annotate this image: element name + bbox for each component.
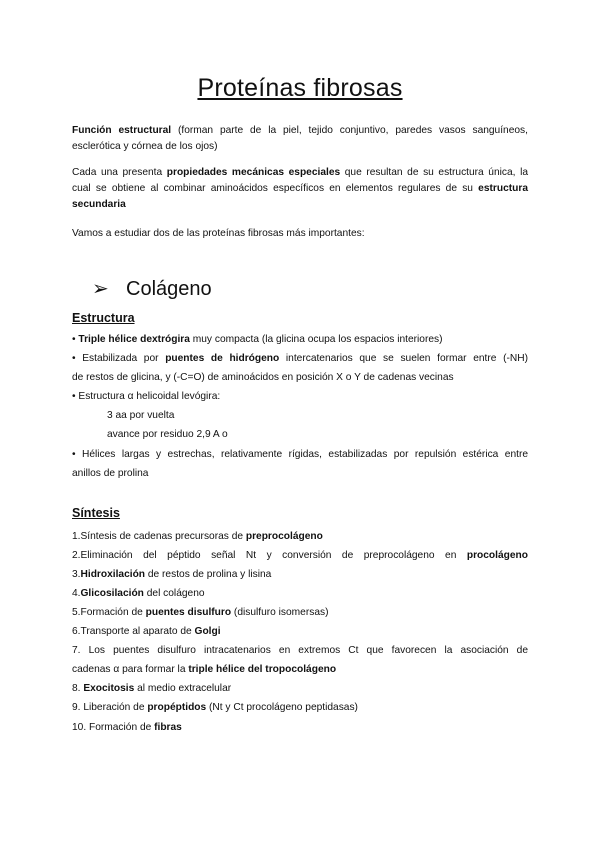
sintesis-step-4 [72,587,528,601]
arrow-bullet-icon: ➢ [92,278,109,300]
text: al medio extracelular [134,683,232,694]
text: 1.Síntesis de cadenas precursoras de [72,531,246,542]
sintesis-step-8 [72,682,528,696]
bold-text: Golgi [194,626,221,637]
intro-paragraph-2 [72,165,528,213]
sintesis-step-6 [72,625,528,639]
sintesis-step-1 [72,530,528,544]
text: 4. [72,588,81,599]
bold-text: triple hélice del tropocolágeno [188,664,337,675]
text: • [72,334,79,345]
bold-text: puentes disulfuro [145,607,232,618]
bullet-triple-helice [72,333,528,347]
text: muy compacta (la glicina ocupa los espacios interiores) [189,334,443,345]
bullet-helices-largas: • Hélices largas y estrechas, relativamente rígidas, estabilizadas por repulsión estérica entre [72,449,528,460]
text: intercatenarios que se suelen formar entre (-NH) [279,353,528,364]
bold-text: Hidroxilación [80,569,146,580]
text: (disulfuro isomersas) [231,607,329,618]
indent-avance-residuo: avance por residuo 2,9 A o [107,429,228,440]
sintesis-step-5 [72,606,528,620]
indent-aa-por-vuelta: 3 aa por vuelta [107,410,175,421]
bold-text: Triple hélice dextrógira [78,334,190,345]
sintesis-step-10 [72,721,528,735]
intro-paragraph-1 [72,123,528,155]
subheading-estructura: Estructura [72,311,135,325]
subheading-sintesis: Síntesis [72,506,120,520]
bold-text: Función estructural [72,125,172,136]
bullet-helices-largas-cont: anillos de prolina [72,468,149,479]
sintesis-step-9 [72,701,528,715]
bold-text: propéptidos [147,702,207,713]
bold-text: puentes de hidrógeno [165,353,280,364]
text: de restos de prolina y lisina [145,569,272,580]
sintesis-step-3 [72,568,528,582]
bold-text: Glicosilación [80,588,144,599]
text: Cada una presenta [72,167,167,178]
text: 2.Eliminación del péptido señal Nt y conversión de preprocolágeno en [72,550,467,561]
text: 9. Liberación de [72,702,148,713]
text: • Estabilizada por [72,353,166,364]
bold-text: procolágeno [466,550,528,561]
section-heading-colageno [92,277,212,301]
sintesis-step-2 [72,549,528,563]
text: cadenas α para formar la [72,664,189,675]
sintesis-step-7: 7. Los puentes disulfuro intracatenarios en extremos Ct que favorecen la asociación de [72,645,528,656]
bold-text: Exocitosis [83,683,135,694]
bold-text: preprocolágeno [245,531,323,542]
bold-text: propiedades mecánicas especiales [166,167,341,178]
bullet-puentes-hidrogeno-cont: de restos de glicina, y (-C=O) de aminoácidos en posición X o Y de cadenas vecinas [72,372,454,383]
bold-text: fibras [154,722,182,733]
bullet-estructura-alfa: • Estructura α helicoidal levógira: [72,391,221,402]
text: (forman parte de la piel, tejido conjuntivo, paredes vasos sanguíneos, esclerótica y córnea de los ojos) [72,125,528,152]
sintesis-step-7-cont [72,663,528,677]
bullet-puentes-hidrogeno [72,352,528,366]
text: 3. [72,569,81,580]
text: 6.Transporte al aparato de [72,626,195,637]
section-heading-text: Colágeno [126,278,212,300]
text: (Nt y Ct procolágeno peptidasas) [206,702,358,713]
intro-paragraph-3: Vamos a estudiar dos de las proteínas fibrosas más importantes: [72,228,365,239]
text: 10. Formación de [72,722,155,733]
text: que resultan de su estructura única, la cual se obtiene al combinar aminoácidos específicos en elementos regulares de su [72,167,529,194]
page-title: Proteínas fibrosas [197,74,403,102]
text: del colágeno [143,588,205,599]
text: 5.Formación de [72,607,146,618]
text: 8. [72,683,84,694]
bold-text: estructura secundaria [72,183,528,210]
